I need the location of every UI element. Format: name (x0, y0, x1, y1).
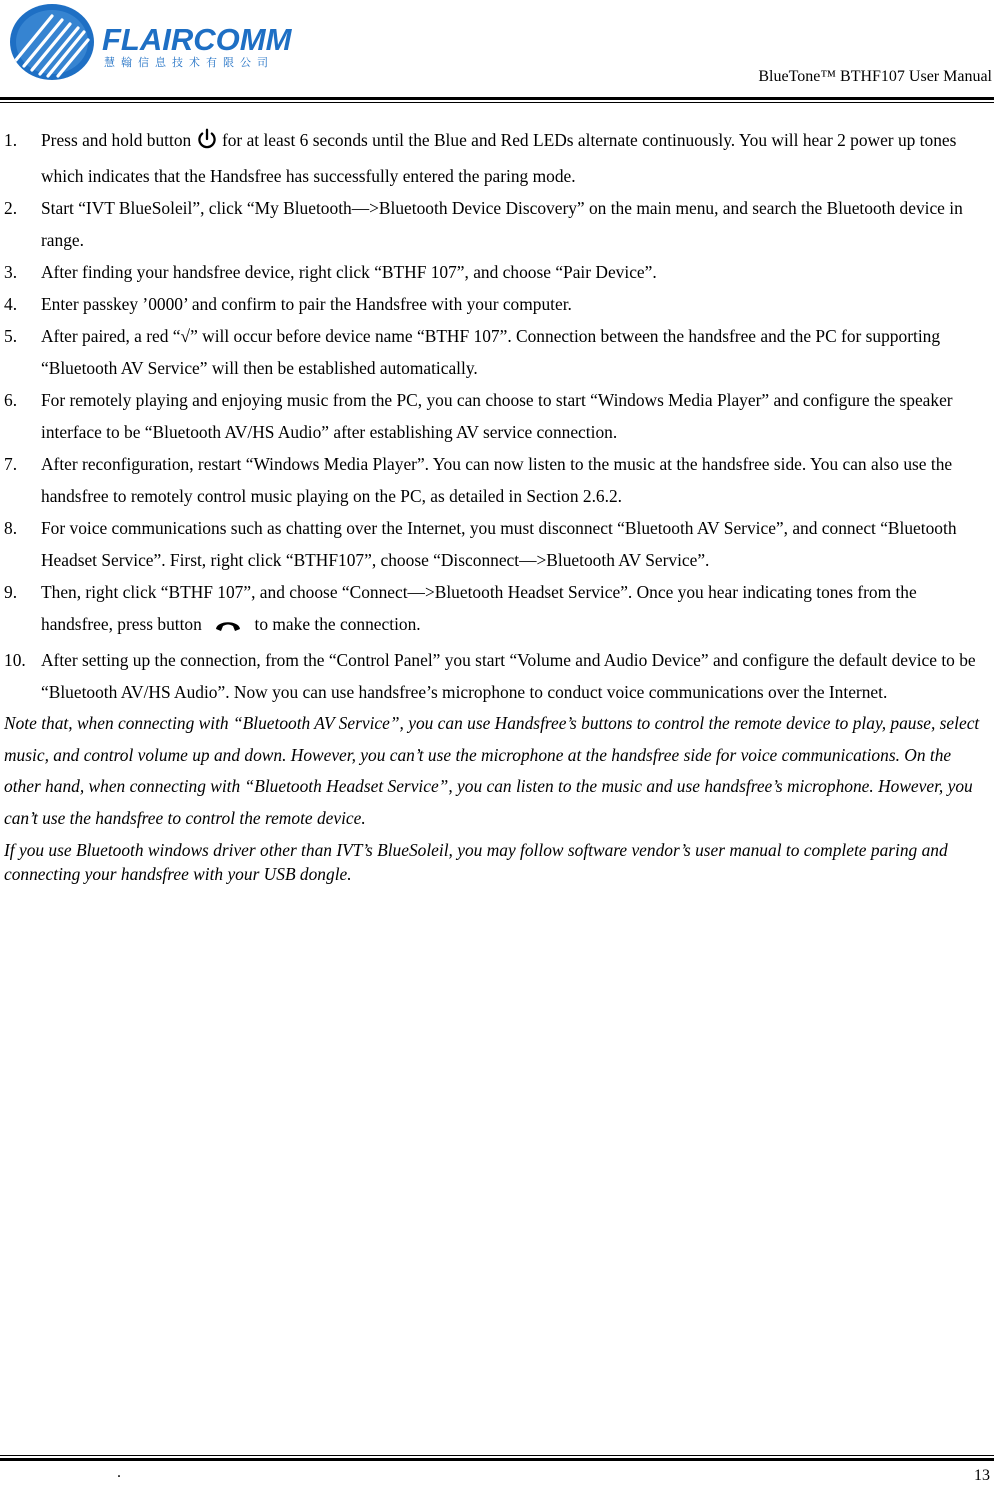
note-paragraph: Note that, when connecting with “Bluetooth AV Service”, you can use Handsfree’s buttons to control the remote device to play, pause, select music, and control volume up and down. However, you can’t use the microphone at the handsfree side for voice communications. On the other hand, when connecting with “Bluetooth Headset Service”, you can listen to the music and use handsfree’s microphone. However, you can’t use the handsfree to control the remote device. (4, 713, 980, 828)
list-item-text: Enter passkey ’0000’ and confirm to pair the Handsfree with your computer. (41, 294, 572, 314)
list-item-text: After reconfiguration, restart “Windows Media Player”. You can now listen to the music at the handsfree side. You can also use the handsfree to remotely control music playing on the PC, as detailed in Section 2.6.2. (41, 454, 953, 506)
list-item-number: 4. (4, 294, 18, 314)
list-item-number: 1. (4, 130, 18, 150)
list-item-text: Press and hold button (41, 130, 196, 150)
note-paragraph: If you use Bluetooth windows driver other than IVT’s BlueSoleil, you may follow software vendor’s user manual to complete paring and connecting your handsfree with your USB dongle. (4, 840, 948, 884)
list-item (4, 512, 988, 576)
list-item (4, 644, 988, 708)
list-item-text: After paired, a red “√” will occur before device name “BTHF 107”. Connection between the handsfree and the PC for supporting “Bluetooth AV Service” will then be established automatically. (41, 326, 941, 378)
list-item-number: 2. (4, 198, 18, 218)
list-item-number: 5. (4, 326, 18, 346)
list-item-text: After setting up the connection, from the “Control Panel” you start “Volume and Audio Device” and configure the default device to be “Bluetooth AV/HS Audio”. Now you can use handsfree’s microphone to conduct voice communications over the Internet. (41, 650, 976, 702)
list-item-text: After finding your handsfree device, right click “BTHF 107”, and choose “Pair Device”. (41, 262, 657, 282)
list-item (4, 448, 988, 512)
list-item (4, 124, 988, 192)
logo-wordmark: FLAIRCOMM (102, 22, 292, 57)
footer-rule-thin (0, 1455, 994, 1456)
list-item-number: 8. (4, 518, 18, 538)
list-item (4, 384, 988, 448)
list-item (4, 320, 988, 384)
logo-tagline: 慧翰信息技术有限公司 (104, 56, 274, 69)
page-header (0, 0, 994, 104)
list-item-number: 10. (4, 650, 26, 670)
list-item (4, 192, 988, 256)
list-item (4, 576, 988, 644)
list-item-text: For remotely playing and enjoying music from the PC, you can choose to start “Windows Media Player” and configure the speaker interface to be “Bluetooth AV/HS Audio” after establishing AV service connection. (41, 390, 953, 442)
flaircomm-logo-graphic (6, 2, 306, 82)
list-item-text: Then, right click “BTHF 107”, and choose “Connect—>Bluetooth Headset Service”. Once you hear indicating tones from the handsfree, press button (41, 582, 917, 634)
page-body (4, 124, 988, 886)
list-item-text: for at least 6 seconds until the Blue and Red LEDs alternate continuously. You will hear 2 power up tones which indicates that the Handsfree has successfully entered the paring mode. (41, 130, 957, 186)
document-title: BlueTone™ BTHF107 User Manual (758, 68, 992, 85)
list-item-text: to make the connection. (250, 614, 421, 634)
list-item-text: Start “IVT BlueSoleil”, click “My Bluetooth—>Bluetooth Device Discovery” on the main menu, and search the Bluetooth device in range. (41, 198, 963, 250)
footer-rule-thick (0, 1458, 994, 1461)
list-item (4, 288, 988, 320)
header-rule-thin (0, 102, 994, 103)
list-item-number: 3. (4, 262, 18, 282)
page-number: 13 (974, 1467, 990, 1484)
steps-list (4, 124, 988, 708)
flaircomm-logo (6, 2, 306, 82)
header-rule-thick (0, 97, 994, 100)
list-item (4, 256, 988, 288)
list-item-text: For voice communications such as chatting over the Internet, you must disconnect “Bluetooth AV Service”, and connect “Bluetooth Headset Service”. First, right click “BTHF107”, choose “Disconnect—>Bluetooth AV Service”. (41, 518, 957, 570)
list-item-number: 6. (4, 390, 18, 410)
list-item-number: 7. (4, 454, 18, 474)
footer-mark: . (117, 1464, 121, 1481)
power-icon (196, 128, 218, 160)
phone-icon (206, 612, 250, 644)
list-item-number: 9. (4, 582, 18, 602)
